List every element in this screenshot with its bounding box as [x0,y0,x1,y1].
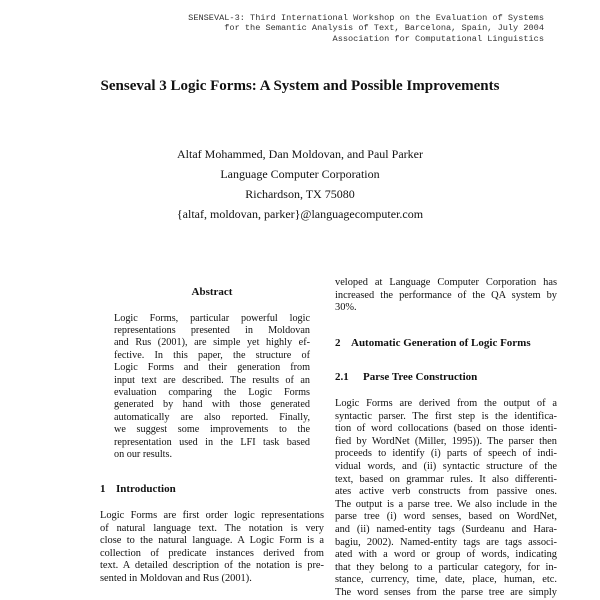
body-line: increased the performance of the QA system by [335,289,557,301]
section-1-heading [100,483,324,496]
abstract-heading: Abstract [191,286,233,298]
body-line: fied by WordNet (Miller, 1995)). The parser then [335,435,557,447]
abstract-line: input text are described. The results of an [114,374,310,386]
body-line: ates active verb constructs from passive ones. [335,486,557,498]
left-column [100,286,324,586]
section-1-body [100,510,324,586]
paper-title: Senseval 3 Logic Forms: A System and Possible Improvements [100,78,500,94]
section-2-heading [335,337,557,350]
abstract-body [114,313,310,462]
author-email[interactable]: {altaf, moldovan, parker}@languagecomputer.com [176,207,424,221]
abstract-line: automatically are also reported. Finally, [114,411,310,423]
abstract-line: evaluation comparing the Logic Forms [114,387,310,399]
section-2-title: Automatic Generation of Logic Forms [351,336,531,349]
body-line: text, based on grammar rules. It also differenti- [335,473,557,485]
section-2-1-body [335,398,557,600]
body-line: Logic Forms are derived from the output of a [335,397,557,409]
body-line: 30%. [335,302,357,314]
section-2-1-heading [335,371,557,384]
body-line: bagiu, 2002). Named-entity tags are tags associ- [335,536,557,548]
abstract-line: generated by hand with those generated [114,399,310,411]
body-line: ated with a word or group of words, indicating [335,549,557,561]
author-names: Altaf Mohammed, Dan Moldovan, and Paul Parker [177,147,423,161]
abstract-line: representation used in the LFI task based [114,436,310,448]
abstract-line: Logic Forms and their generation from [114,362,310,374]
abstract-line: fective. In this paper, the structure of [114,349,310,361]
venue-line-2: for the Semantic Analysis of Text, Barcelona, Spain, July 2004 [224,23,544,34]
section-1-title: Introduction [116,483,176,496]
venue-line-1: SENSEVAL-3: Third International Workshop on the Evaluation of Systems [188,13,544,23]
body-line: Logic Forms are first order logic representations [100,510,324,522]
body-line: parse tree (i) word senses, based on WordNet, [335,511,557,523]
body-line: sented in Moldovan and Rus (2001). [100,573,252,585]
body-line: text. A detailed description of the notation is pre- [100,560,324,572]
body-line: syntactic parser. The first step is the identifica- [335,410,557,422]
author-affiliation: Language Computer Corporation [220,167,380,181]
section-2-1-title: Parse Tree Construction [363,371,478,384]
abstract-line: on our results. [114,449,173,461]
right-column [335,277,557,599]
section-2-number: 2 [335,336,341,349]
venue-line-3: Association for Computational Linguistics [332,33,544,44]
body-line: and (ii) named-entity tags (Surdeanu and Hara- [335,523,557,535]
body-line: veloped at Language Computer Corporation has [335,277,557,288]
author-location: Richardson, TX 75080 [245,187,355,201]
body-line: The output is a parse tree. We also include in the [335,498,557,510]
body-line: vidual words, and (ii) syntactic structure of the [335,460,557,472]
body-line: close to the natural language. A Logic Form is a [100,535,324,547]
intro-continuation [335,277,557,315]
author-block [0,144,600,224]
body-line: collection of predicate instances derived from [100,547,324,559]
section-1-number: 1 [100,483,106,496]
section-2-1-number: 2.1 [335,371,349,384]
abstract-line: Logic Forms, particular powerful logic [114,312,310,324]
body-line: stance, currency, time, date, place, human, etc. [335,574,557,586]
body-line: tion of word collocations (based on those identi- [335,423,557,435]
body-line: of natural language text. The notation is very [100,522,324,534]
body-line: The word senses from the parse tree are simply [335,586,557,598]
abstract-line: representations presented in Moldovan [114,325,310,336]
body-line: that they belong to a particular category, for in- [335,561,557,573]
abstract-line: we suggest some improvements to the [114,424,310,436]
body-line: proceeds to identify (i) parts of speech of indi- [335,448,557,460]
venue-header [150,13,544,44]
abstract-line: and Rus (2001), are simple yet highly ef- [114,337,310,349]
